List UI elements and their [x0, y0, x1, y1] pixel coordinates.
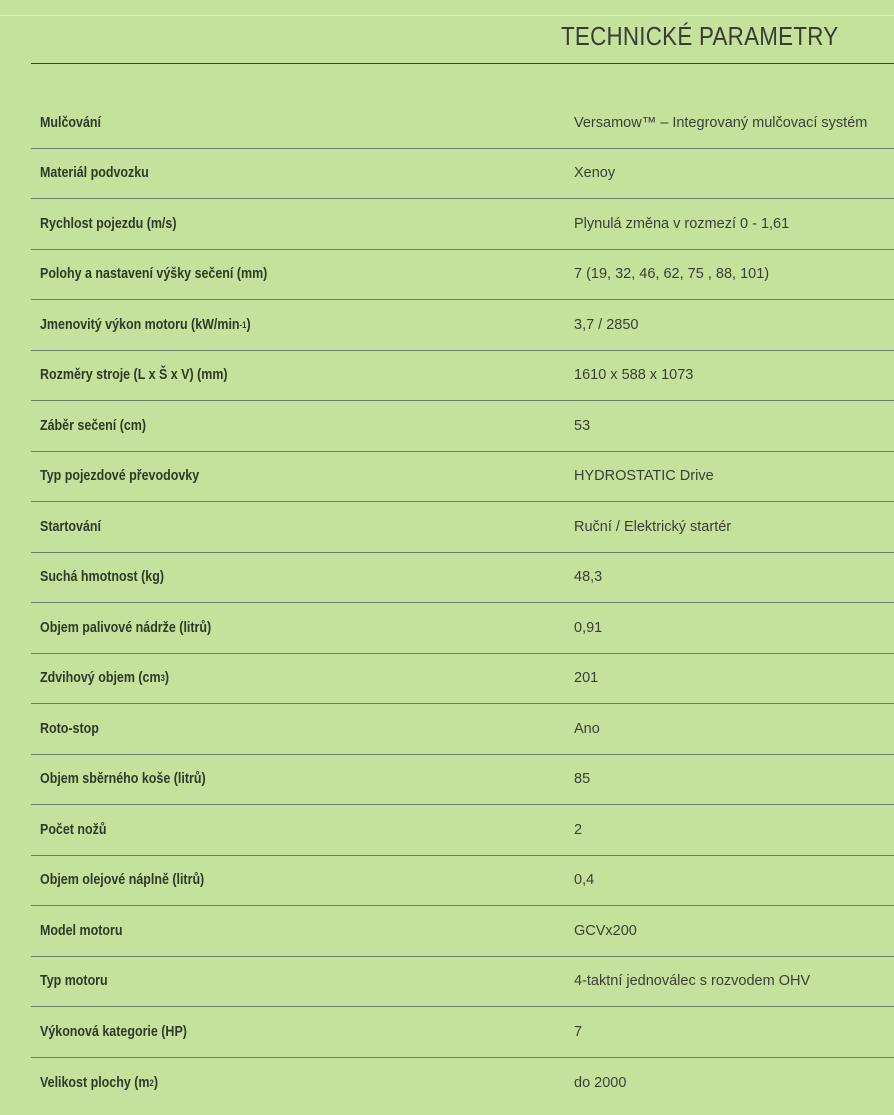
- spec-label: [40, 553, 164, 603]
- spec-label-text: Objem sběrného koše (litrů): [40, 771, 206, 788]
- spec-label: [40, 957, 108, 1007]
- spec-label-text: Velikost plochy (m: [40, 1074, 150, 1091]
- spec-row: [31, 199, 894, 250]
- spec-value: 4-taktní jednoválec s rozvodem OHV: [574, 973, 811, 990]
- spec-row: [31, 603, 894, 654]
- spec-label-text: Počet nožů: [40, 821, 107, 838]
- spec-label-text: Objem olejové náplně (litrů): [40, 872, 205, 889]
- spec-label-text: Zdvihový objem (cm: [40, 670, 161, 687]
- spec-value: HYDROSTATIC Drive: [574, 468, 714, 485]
- spec-label: [40, 401, 146, 451]
- spec-value: 7 (19, 32, 46, 62, 75 , 88, 101): [574, 266, 770, 283]
- spec-value: 0,91: [574, 619, 603, 636]
- spec-label: [40, 98, 101, 148]
- spec-row: [31, 98, 894, 149]
- spec-value: 0,4: [574, 872, 595, 889]
- spec-label: [40, 755, 206, 805]
- spec-value: 1610 x 588 x 1073: [574, 367, 694, 384]
- spec-label: [40, 805, 107, 855]
- spec-label: [40, 502, 101, 552]
- spec-label: Jmenovitý výkon motoru (kW/min -1 ): [40, 316, 251, 333]
- spec-value: Versamow™ – Integrovaný mulčovací systém: [574, 114, 868, 131]
- spec-label-text: Objem palivové nádrže (litrů): [40, 619, 212, 636]
- top-divider: [0, 15, 894, 16]
- spec-label-text: Startování: [40, 518, 101, 535]
- spec-label-text: Typ pojezdové převodovky: [40, 468, 200, 485]
- spec-label: [40, 906, 122, 956]
- spec-value: 85: [574, 771, 591, 788]
- spec-label: Zdvihový objem (cm 3 ): [40, 670, 170, 687]
- spec-label-text: Mulčování: [40, 114, 101, 131]
- spec-label: [40, 351, 228, 401]
- spec-label-text: Záběr sečení (cm): [40, 417, 147, 434]
- spec-label-text: Polohy a nastavení výšky sečení (mm): [40, 266, 268, 283]
- spec-row: [31, 957, 894, 1008]
- spec-label-text: Roto-stop: [40, 720, 99, 737]
- spec-label: [40, 603, 211, 653]
- spec-label: [40, 452, 199, 502]
- spec-label: [40, 199, 176, 249]
- spec-value: 3,7 / 2850: [574, 316, 639, 333]
- page-title: TECHNICKÉ PARAMETRY: [561, 21, 839, 51]
- spec-row: [31, 906, 894, 957]
- spec-value: Ano: [574, 720, 600, 737]
- spec-row: [31, 1007, 894, 1058]
- spec-value: 53: [574, 417, 591, 434]
- spec-label-text: Jmenovitý výkon motoru (kW/min: [40, 316, 240, 333]
- spec-value: Ruční / Elektrický startér: [574, 518, 732, 535]
- spec-table: [31, 98, 894, 1108]
- spec-row: [31, 704, 894, 755]
- spec-row: [31, 1058, 894, 1109]
- spec-label-text: Typ motoru: [40, 973, 108, 990]
- spec-row: [31, 856, 894, 907]
- spec-label-suffix: ): [153, 1074, 158, 1091]
- spec-value: Xenoy: [574, 165, 616, 182]
- spec-value: GCVx200: [574, 922, 637, 939]
- spec-row: [31, 654, 894, 705]
- spec-value: 201: [574, 670, 599, 687]
- spec-row: [31, 452, 894, 503]
- spec-row: [31, 351, 894, 402]
- spec-label-text: Model motoru: [40, 922, 123, 939]
- spec-row: [31, 300, 894, 351]
- spec-row: [31, 553, 894, 604]
- spec-value: Plynulá změna v rozmezí 0 - 1,61: [574, 215, 790, 232]
- spec-row: [31, 755, 894, 806]
- spec-row: [31, 805, 894, 856]
- spec-label: Velikost plochy (m 2 ): [40, 1074, 158, 1091]
- spec-label: [40, 704, 99, 754]
- spec-label-text: Suchá hmotnost (kg): [40, 569, 165, 586]
- spec-label-suffix: ): [246, 316, 251, 333]
- spec-label: [40, 856, 204, 906]
- spec-row: [31, 250, 894, 301]
- title-underline: [31, 63, 894, 64]
- spec-label: [40, 149, 149, 199]
- spec-row: [31, 149, 894, 200]
- spec-label: [40, 1007, 187, 1057]
- spec-value: 2: [574, 821, 583, 838]
- spec-value: 48,3: [574, 569, 603, 586]
- spec-label-text: Materiál podvozku: [40, 165, 149, 182]
- spec-label-text: Rozměry stroje (L x Š x V) (mm): [40, 367, 228, 384]
- spec-row: [31, 502, 894, 553]
- spec-value: do 2000: [574, 1074, 627, 1091]
- spec-row: [31, 401, 894, 452]
- spec-value: 7: [574, 1023, 583, 1040]
- spec-label-text: Výkonová kategorie (HP): [40, 1023, 187, 1040]
- spec-label: [40, 250, 267, 300]
- spec-label-suffix: ): [164, 670, 170, 687]
- spec-label-text: Rychlost pojezdu (m/s): [40, 215, 177, 232]
